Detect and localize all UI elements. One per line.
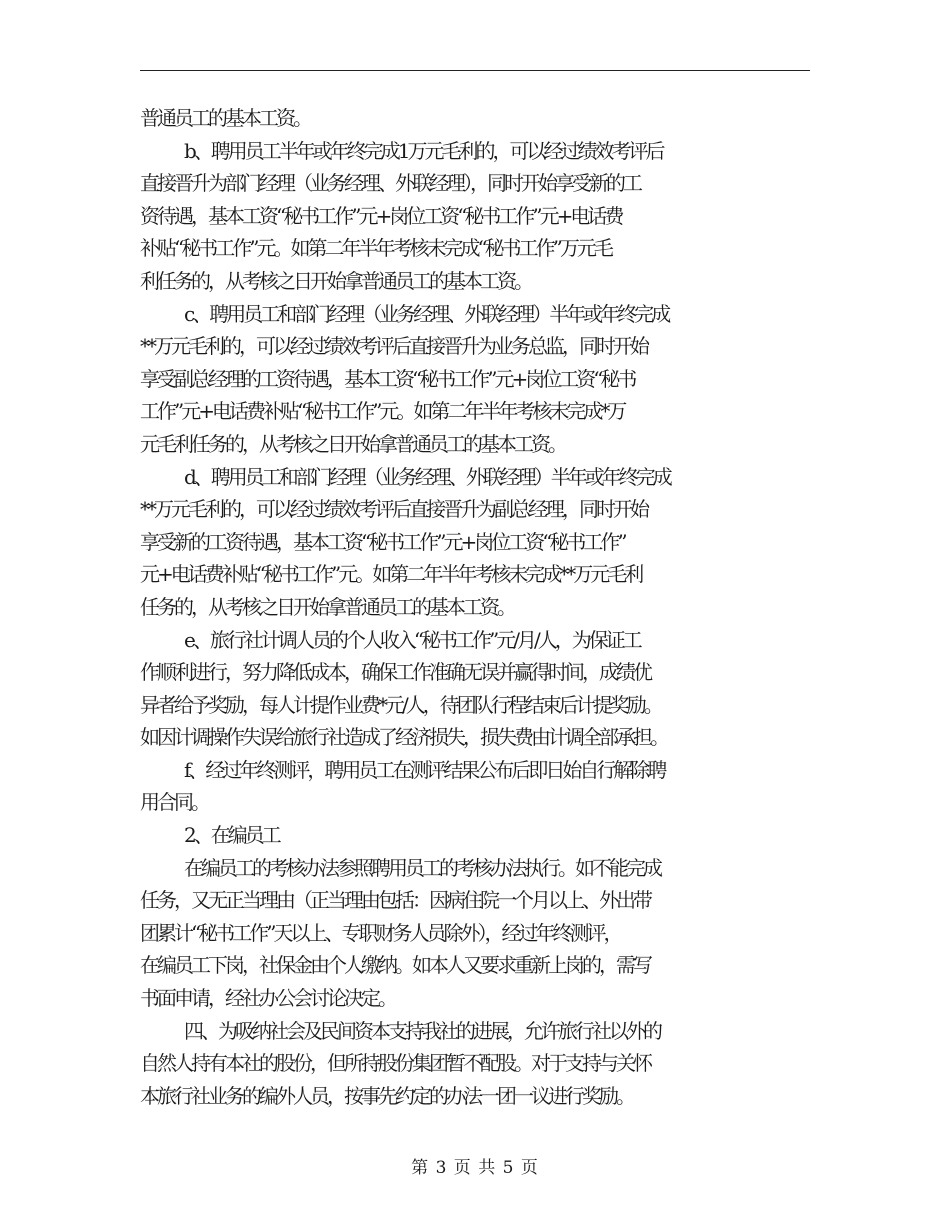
text-line: 作顺利进行，努力降低成本，确保工作准确无误并赢得时间，成绩优 — [140, 660, 650, 685]
text-line: e、旅行社计调人员的个人收入“秘书工作”元/月/人，为保证工 — [184, 627, 640, 652]
text-line: 工作”元+电话费补贴“秘书工作”元。如第二年半年考核未完成*万 — [140, 399, 625, 424]
text-line: 任务，又无正当理由（正当理由包括：因病住院一个月以上、外出带 — [140, 888, 650, 913]
text-line: f、经过年终测评，聘用员工在测评结果公布后即日始自行解除聘 — [184, 757, 665, 782]
text-line: 四、为吸纳社会及民间资本支持我社的进展，允许旅行社以外的 — [184, 1018, 660, 1043]
text-line: 2、在编员工 — [184, 823, 279, 848]
header-rule — [140, 70, 810, 71]
text-line: 在编员工的考核办法参照聘用员工的考核办法执行。如不能完成 — [184, 855, 660, 880]
text-line: 直接晋升为部门经理（业务经理、外联经理），同时开始享受新的工 — [140, 171, 640, 196]
text-line: 利任务的，从考核之日开始拿普通员工的基本工资。 — [140, 268, 531, 293]
text-line: 享受新的工资待遇，基本工资“秘书工作”元+岗位工资“秘书工作” — [140, 529, 625, 554]
text-line: d、聘用员工和部门经理（业务经理、外联经理）半年或年终完成 — [184, 464, 670, 489]
text-line: b、聘用员工半年或年终完成1万元毛利的，可以经过绩效考评后 — [184, 138, 663, 163]
text-line: **万元毛利的，可以经过绩效考评后直接晋升为副总经理，同时开始 — [140, 497, 647, 522]
text-line: c、聘用员工和部门经理（业务经理、外联经理）半年或年终完成 — [184, 301, 669, 326]
text-line: 享受副总经理的工资待遇，基本工资“秘书工作”元+岗位工资“秘书 — [140, 366, 635, 391]
text-line: 任务的，从考核之日开始拿普通员工的基本工资。 — [140, 594, 514, 619]
text-line: 如因计调操作失误给旅行社造成了经济损失，损失费由计调全部承担。 — [140, 725, 667, 750]
text-line: 团累计“秘书工作”天以上、专职财务人员除外），经过年终测评， — [140, 920, 621, 945]
text-line: 资待遇，基本工资“秘书工作”元+岗位工资“秘书工作”元+电话费 — [140, 203, 622, 228]
text-line: **万元毛利的，可以经过绩效考评后直接晋升为业务总监，同时开始 — [140, 334, 647, 359]
text-line: 在编员工下岗，社保金由个人缴纳。如本人又要求重新上岗的，需写 — [140, 953, 650, 978]
text-line: 元+电话费补贴“秘书工作”元。如第二年半年考核未完成**万元毛利 — [140, 562, 642, 587]
text-line: 普通员工的基本工资。 — [140, 106, 310, 130]
text-line: 用合同。 — [140, 790, 208, 815]
page-footer: 第 3 页 共 5 页 — [411, 1158, 539, 1178]
text-line: 书面申请，经社办公会讨论决定。 — [140, 986, 395, 1011]
text-line: 补贴“秘书工作”元。如第二年半年考核未完成“秘书工作”万元毛 — [140, 236, 611, 261]
text-line: 本旅行社业务的编外人员，按事先约定的办法一团一议进行奖励。 — [140, 1083, 633, 1108]
text-line: 元毛利任务的，从考核之日开始拿普通员工的基本工资。 — [140, 431, 565, 456]
text-line: 自然人持有本社的股份，但所持股份集团暂不配股。对于支持与关怀 — [140, 1051, 650, 1076]
text-line: 异者给予奖励，每人计提作业费*元/人，待团队行程结束后计提奖励。 — [140, 692, 661, 717]
document-body — [140, 102, 820, 1112]
